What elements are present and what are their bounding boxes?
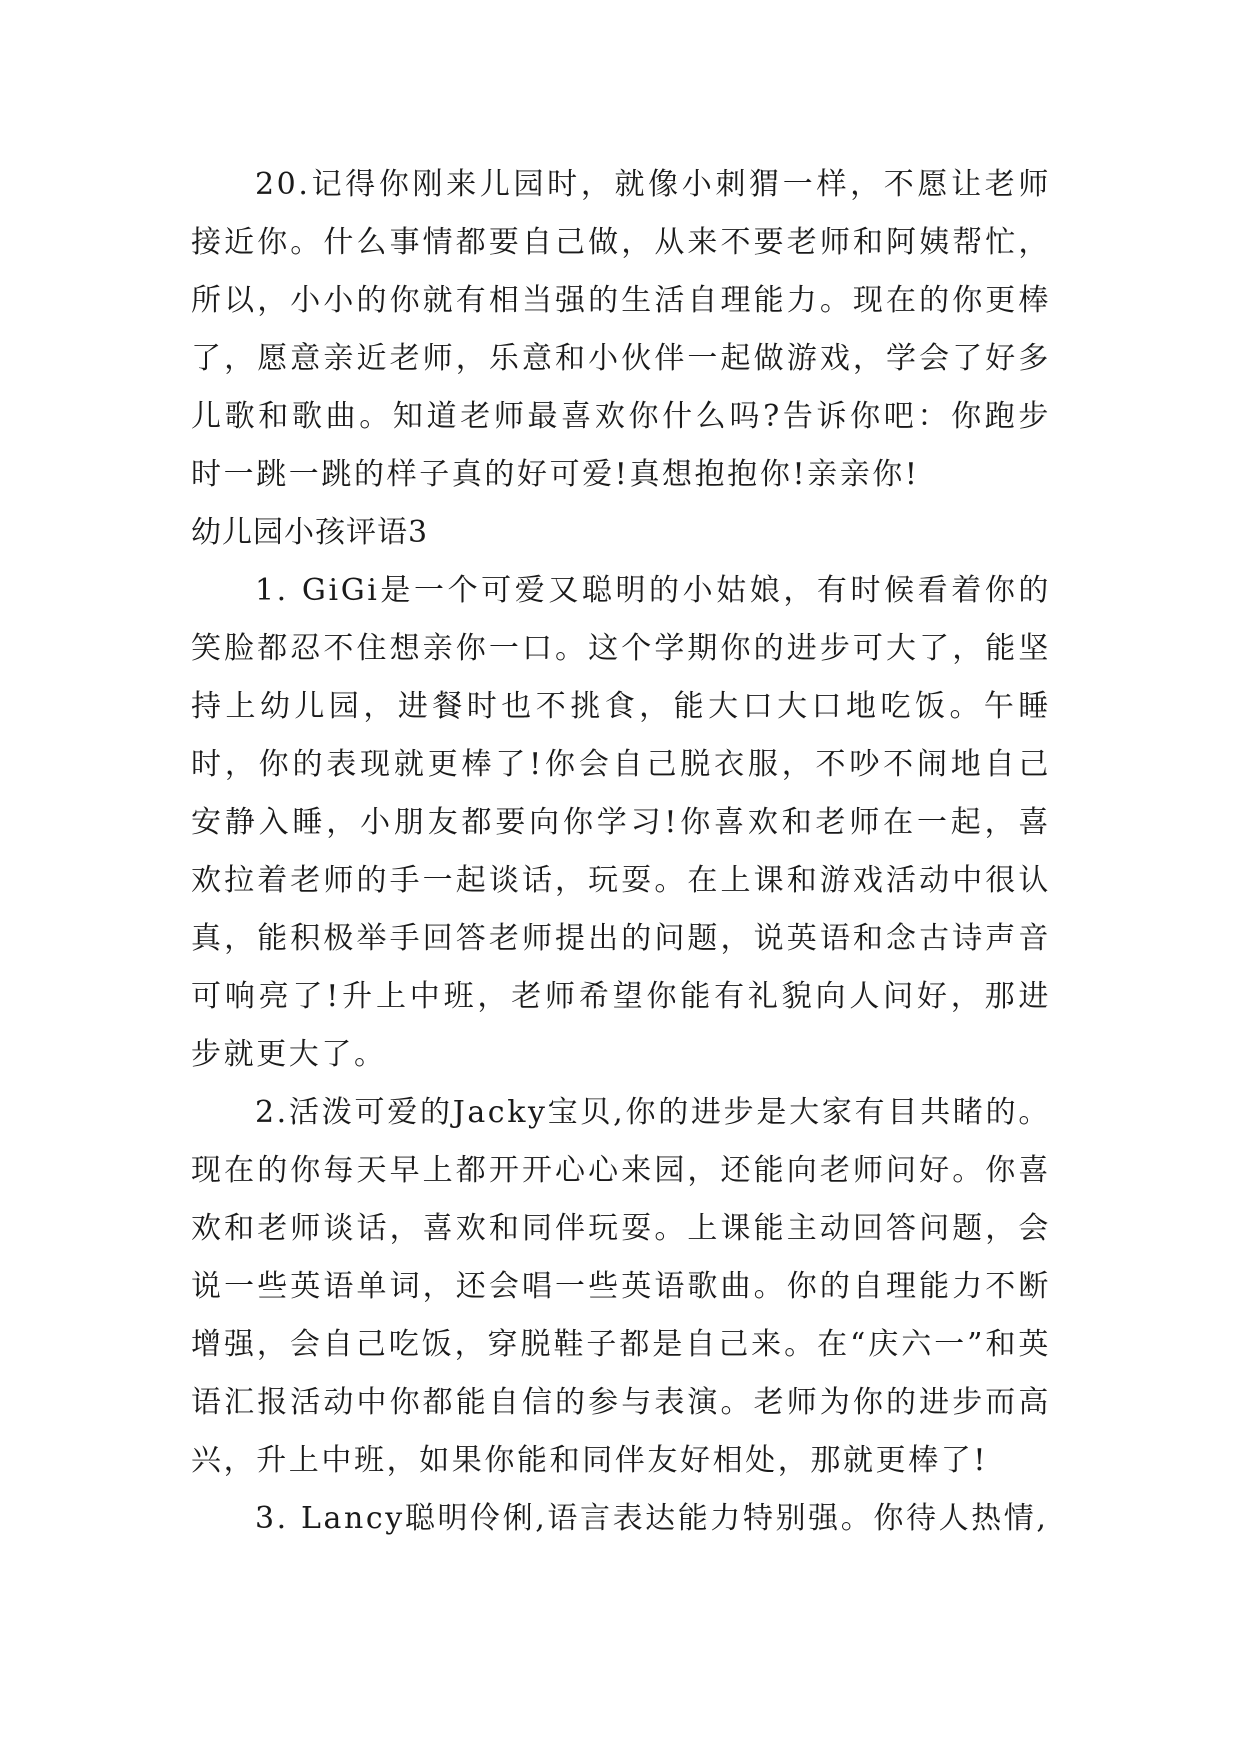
comment-paragraph-2: 2.活泼可爱的Jacky宝贝,你的进步是大家有目共睹的。现在的你每天早上都开开心心来园，还能向老师问好。你喜欢和老师谈话，喜欢和同伴玩耍。上课能主动回答问题，会说一些英语单词，还会唱一些英语歌曲。你的自理能力不断增强，会自己吃饭，穿脱鞋子都是自己来。在“庆六一”和英语汇报活动中你都能自信的参与表演。老师为你的进步而高兴，升上中班，如果你能和同伴友好相处，那就更棒了! [191,1095,1051,1478]
section-heading: 幼儿园小孩评语3 [191,515,429,550]
comment-paragraph-3: 3. Lancy聪明伶俐,语言表达能力特别强。你待人热情, [255,1501,1049,1536]
document-page [191,156,1051,1548]
comment-paragraph-1: 1. GiGi是一个可爱又聪明的小姑娘，有时候看着你的笑脸都忍不住想亲你一口。这个学期你的进步可大了，能坚持上幼儿园，进餐时也不挑食，能大口大口地吃饭。午睡时，你的表现就更棒了!你会自己脱衣服，不吵不闹地自己安静入睡，小朋友都要向你学习!你喜欢和老师在一起，喜欢拉着老师的手一起谈话，玩耍。在上课和游戏活动中很认真，能积极举手回答老师提出的问题，说英语和念古诗声音可响亮了!升上中班，老师希望你能有礼貌向人问好，那进步就更大了。 [191,573,1051,1072]
comment-paragraph-20: 20.记得你刚来儿园时，就像小刺猬一样，不愿让老师接近你。什么事情都要自己做，从来不要老师和阿姨帮忙，所以，小小的你就有相当强的生活自理能力。现在的你更棒了，愿意亲近老师，乐意和小伙伴一起做游戏，学会了好多儿歌和歌曲。知道老师最喜欢你什么吗?告诉你吧：你跑步时一跳一跳的样子真的好可爱!真想抱抱你!亲亲你! [191,167,1051,492]
